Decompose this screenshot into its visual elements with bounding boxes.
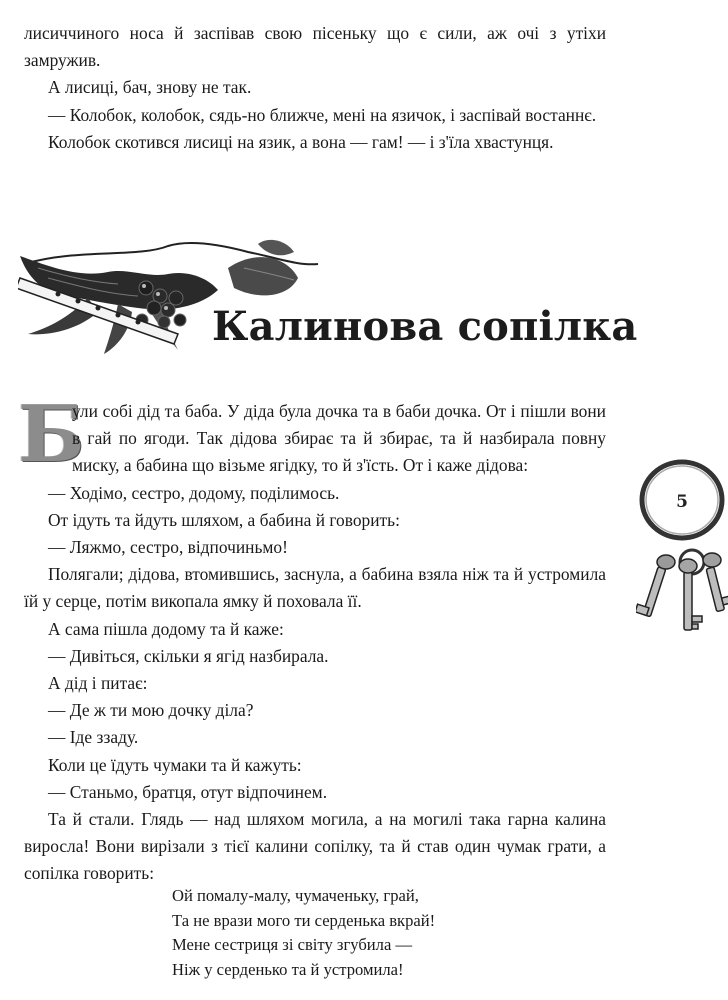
page-number: 5 bbox=[676, 492, 688, 512]
paragraph: — Колобок, колобок, сядь-но ближче, мені на язичок, і заспівай востаннє. bbox=[48, 104, 597, 125]
paragraph: — Іде ззаду. bbox=[48, 727, 139, 748]
paragraph: А лисиці, бач, знову не так. bbox=[48, 77, 252, 98]
paragraph: Полягали; дідова, втомившись, заснула, а бабина взяла ніж та й устромила їй у серце, потім викопала ямку й поховала її. bbox=[24, 564, 606, 612]
previous-story-ending bbox=[24, 20, 606, 156]
paragraph: Колобок скотився лисиці на язик, а вона — гам! — і з'їла хвастунця. bbox=[48, 131, 554, 152]
first-paragraph-text: ули собі дід та баба. У діда була дочка та в баби дочка. От і пішли вони в гай по ягоди. Так дідова збирає та й збирає, та й назбирала повну миску, а бабина що візьме ягідку, то й з'їсть. От і каже дідова: bbox=[72, 401, 606, 476]
paragraph: — Ходімо, сестро, додому, поділимось. bbox=[48, 482, 340, 503]
poem-line: Та не врази мого ти серденька вкрай! bbox=[172, 910, 436, 930]
poem-line: Мене сестриця зі світу згубила — bbox=[172, 935, 413, 955]
paragraph: Коли це їдуть чумаки та й кажуть: bbox=[48, 754, 302, 775]
paragraph: лисиччиного носа й заспівав свою пісеньку що є сили, аж очі з утіхи замружив. bbox=[24, 23, 606, 71]
paragraph: А сама пішла додому та й каже: bbox=[48, 618, 284, 639]
key-ring-icon bbox=[636, 450, 728, 650]
poem-line: Ніж у серденько та й устромила! bbox=[172, 959, 404, 979]
paragraph: — Станьмо, братця, отут відпочинем. bbox=[48, 781, 328, 802]
paragraph: От ідуть та йдуть шляхом, а бабина й говорить: bbox=[48, 509, 400, 530]
paragraph: А дід і питає: bbox=[48, 673, 148, 694]
paragraph: — Дивіться, скільки я ягід назбирала. bbox=[48, 645, 329, 666]
poem-line: Ой помалу-малу, чумаченьку, грай, bbox=[172, 886, 419, 905]
drop-cap: Б bbox=[18, 389, 85, 480]
paragraph: Та й стали. Глядь — над шляхом могила, а на могилі така гарна калина виросла! Вони вирізали з тієї калини сопілку, та й став один чумак грати, а сопілка говорить: bbox=[24, 809, 606, 884]
paragraph bbox=[18, 389, 606, 480]
poem bbox=[172, 884, 435, 982]
paragraph: — Ляжмо, сестро, відпочиньмо! bbox=[48, 537, 288, 558]
story-text bbox=[18, 389, 606, 888]
page-marker bbox=[636, 450, 728, 650]
paragraph: — Де ж ти мою дочку діла? bbox=[48, 700, 254, 721]
chapter-title: Калинова сопілка bbox=[212, 303, 638, 350]
